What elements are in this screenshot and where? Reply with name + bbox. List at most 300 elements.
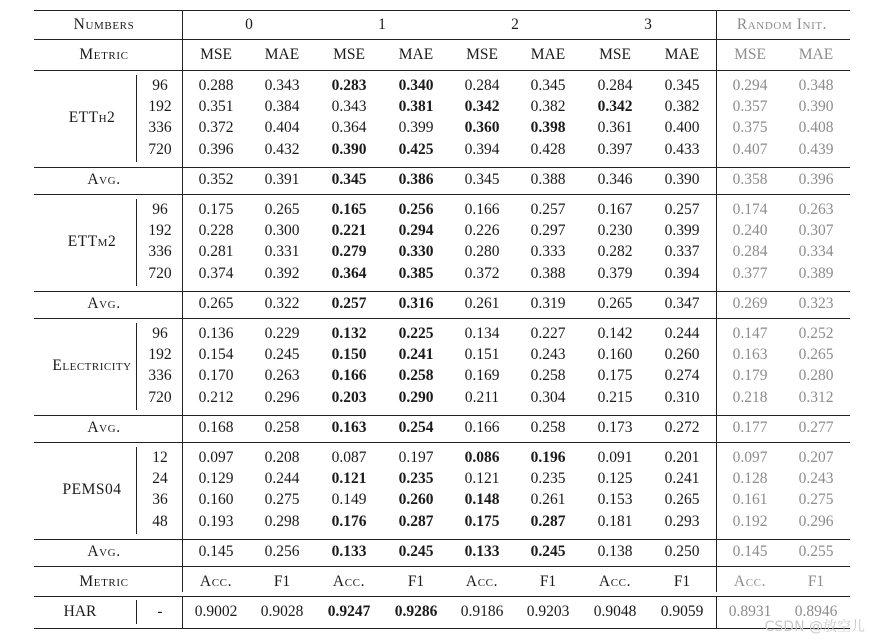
value-cell: 0.294 — [398, 222, 434, 239]
value-cell: 0.121 — [464, 470, 500, 487]
value-cell: 0.240 — [732, 222, 768, 239]
dataset-name: ETTm2 — [67, 233, 117, 250]
value-cell: 0.125 — [597, 470, 633, 487]
column-divider — [182, 167, 183, 194]
value-cell: 0.358 — [732, 171, 768, 188]
value-cell: 0.132 — [331, 325, 367, 342]
column-divider — [716, 291, 717, 318]
value-cell: 0.333 — [530, 243, 566, 260]
metric-mse: MSE — [333, 46, 365, 63]
value-cell: 0.160 — [597, 346, 633, 363]
metric-f1: F1 — [539, 573, 557, 590]
value-cell: 0.168 — [198, 419, 234, 436]
value-cell: 0.372 — [464, 265, 500, 282]
avg-label: Avg. — [87, 171, 121, 188]
value-cell: 0.265 — [198, 295, 234, 312]
value-cell: 0.397 — [597, 141, 633, 158]
value-cell: 0.165 — [331, 201, 367, 218]
value-cell: 0.257 — [331, 295, 367, 312]
column-divider — [716, 566, 717, 592]
metric-header: Metric — [79, 46, 129, 63]
value-cell: 0.256 — [398, 201, 434, 218]
value-cell: 0.245 — [530, 543, 566, 560]
value-cell: 0.166 — [464, 419, 500, 436]
value-cell: 0.8946 — [794, 603, 838, 620]
value-cell: 0.142 — [597, 325, 633, 342]
value-cell: 0.312 — [798, 389, 834, 406]
value-cell: 0.265 — [597, 295, 633, 312]
value-cell: 0.322 — [264, 295, 300, 312]
value-cell: 0.243 — [798, 470, 834, 487]
horizon-cell: 96 — [152, 325, 168, 342]
value-cell: 0.258 — [530, 367, 566, 384]
random-init-header: Random Init. — [736, 16, 828, 33]
value-cell: 0.226 — [464, 222, 500, 239]
value-cell: 0.170 — [198, 367, 234, 384]
value-cell: 0.211 — [464, 389, 500, 406]
horizon-cell: 720 — [148, 265, 172, 282]
value-cell: 0.382 — [530, 98, 566, 115]
dataset-name: Electricity — [52, 357, 132, 374]
value-cell: 0.298 — [264, 513, 300, 530]
value-cell: 0.166 — [464, 201, 500, 218]
horizon-cell: 720 — [148, 141, 172, 158]
value-cell: 0.345 — [530, 77, 566, 94]
value-cell: 0.386 — [398, 171, 434, 188]
value-cell: 0.254 — [398, 419, 434, 436]
value-cell: 0.177 — [732, 419, 768, 436]
value-cell: 0.396 — [198, 141, 234, 158]
value-cell: 0.235 — [398, 470, 434, 487]
value-cell: 0.348 — [798, 77, 834, 94]
value-cell: 0.218 — [732, 389, 768, 406]
value-cell: 0.175 — [198, 201, 234, 218]
value-cell: 0.265 — [798, 346, 834, 363]
value-cell: 0.097 — [198, 449, 234, 466]
group-header-2: 2 — [511, 16, 519, 33]
value-cell: 0.149 — [331, 491, 367, 508]
value-cell: 0.361 — [597, 119, 633, 136]
value-cell: 0.244 — [264, 470, 300, 487]
metric-mse: MSE — [200, 46, 232, 63]
value-cell: 0.151 — [464, 346, 500, 363]
value-cell: 0.235 — [530, 470, 566, 487]
value-cell: 0.9059 — [660, 603, 704, 620]
column-divider — [716, 539, 717, 566]
value-cell: 0.196 — [530, 449, 566, 466]
column-divider — [182, 291, 183, 318]
value-cell: 0.250 — [664, 543, 700, 560]
column-divider — [182, 10, 183, 70]
value-cell: 0.300 — [264, 222, 300, 239]
numbers-header: Numbers — [73, 16, 135, 33]
value-cell: 0.389 — [798, 265, 834, 282]
value-cell: 0.260 — [664, 346, 700, 363]
rule-line — [34, 628, 850, 629]
value-cell: 0.282 — [597, 243, 633, 260]
metric-mae: MAE — [798, 46, 834, 63]
metric-acc: Acc. — [465, 573, 499, 590]
value-cell: 0.288 — [198, 77, 234, 94]
value-cell: 0.176 — [331, 513, 367, 530]
value-cell: 0.377 — [732, 265, 768, 282]
rule-line — [34, 194, 850, 195]
value-cell: 0.128 — [732, 470, 768, 487]
column-divider — [182, 194, 183, 291]
horizon-cell: 96 — [152, 201, 168, 218]
value-cell: 0.9247 — [327, 603, 371, 620]
horizon-cell: 336 — [148, 367, 172, 384]
value-cell: 0.331 — [264, 243, 300, 260]
value-cell: 0.316 — [398, 295, 434, 312]
value-cell: 0.134 — [464, 325, 500, 342]
value-cell: 0.133 — [464, 543, 500, 560]
column-divider — [716, 194, 717, 291]
value-cell: 0.207 — [798, 449, 834, 466]
rule-line — [34, 39, 850, 40]
horizon-cell: 336 — [148, 119, 172, 136]
value-cell: 0.287 — [398, 513, 434, 530]
column-divider — [182, 415, 183, 442]
group-header-0: 0 — [245, 16, 253, 33]
metric-acc: Acc. — [598, 573, 632, 590]
value-cell: 0.9048 — [593, 603, 637, 620]
value-cell: 0.221 — [331, 222, 367, 239]
value-cell: 0.230 — [597, 222, 633, 239]
value-cell: 0.252 — [798, 325, 834, 342]
metric-acc: Acc. — [199, 573, 233, 590]
value-cell: 0.382 — [664, 98, 700, 115]
horizon-cell: 48 — [152, 513, 168, 530]
value-cell: 0.212 — [198, 389, 234, 406]
value-cell: 0.257 — [530, 201, 566, 218]
value-cell: 0.340 — [398, 77, 434, 94]
value-cell: 0.160 — [198, 491, 234, 508]
value-cell: 0.245 — [264, 346, 300, 363]
dataset-name: HAR — [63, 603, 97, 620]
value-cell: 0.8931 — [728, 603, 772, 620]
rule-line — [34, 442, 850, 443]
value-cell: 0.265 — [664, 491, 700, 508]
avg-label: Avg. — [87, 295, 121, 312]
value-cell: 0.310 — [664, 389, 700, 406]
value-cell: 0.163 — [331, 419, 367, 436]
group-header-3: 3 — [644, 16, 652, 33]
avg-label: Avg. — [87, 419, 121, 436]
value-cell: 0.179 — [732, 367, 768, 384]
value-cell: 0.374 — [198, 265, 234, 282]
value-cell: 0.307 — [798, 222, 834, 239]
metric-f1: F1 — [807, 573, 825, 590]
column-divider — [716, 318, 717, 415]
value-cell: 0.181 — [597, 513, 633, 530]
column-divider — [716, 442, 717, 539]
column-divider — [136, 199, 137, 286]
value-cell: 0.097 — [732, 449, 768, 466]
value-cell: 0.091 — [597, 449, 633, 466]
metric-mae: MAE — [664, 46, 700, 63]
value-cell: 0.241 — [398, 346, 434, 363]
value-cell: 0.342 — [464, 98, 500, 115]
value-cell: 0.396 — [798, 171, 834, 188]
value-cell: 0.346 — [597, 171, 633, 188]
rule-line — [34, 566, 850, 567]
value-cell: 0.343 — [264, 77, 300, 94]
value-cell: 0.293 — [664, 513, 700, 530]
value-cell: 0.364 — [331, 265, 367, 282]
value-cell: 0.258 — [530, 419, 566, 436]
value-cell: 0.284 — [464, 77, 500, 94]
value-cell: 0.174 — [732, 201, 768, 218]
value-cell: 0.245 — [398, 543, 434, 560]
value-cell: 0.330 — [398, 243, 434, 260]
value-cell: 0.258 — [264, 419, 300, 436]
dataset-name: ETTh2 — [68, 109, 116, 126]
value-cell: 0.154 — [198, 346, 234, 363]
value-cell: 0.372 — [198, 119, 234, 136]
rule-line — [34, 167, 850, 168]
value-cell: 0.153 — [597, 491, 633, 508]
value-cell: 0.150 — [331, 346, 367, 363]
value-cell: 0.319 — [530, 295, 566, 312]
value-cell: 0.385 — [398, 265, 434, 282]
value-cell: 0.294 — [732, 77, 768, 94]
value-cell: 0.399 — [398, 119, 434, 136]
value-cell: 0.399 — [664, 222, 700, 239]
value-cell: 0.375 — [732, 119, 768, 136]
column-divider — [136, 447, 137, 534]
value-cell: 0.272 — [664, 419, 700, 436]
value-cell: 0.381 — [398, 98, 434, 115]
value-cell: 0.269 — [732, 295, 768, 312]
value-cell: 0.400 — [664, 119, 700, 136]
value-cell: 0.391 — [264, 171, 300, 188]
value-cell: 0.394 — [664, 265, 700, 282]
value-cell: 0.345 — [464, 171, 500, 188]
value-cell: 0.208 — [264, 449, 300, 466]
value-cell: 0.145 — [198, 543, 234, 560]
value-cell: 0.407 — [732, 141, 768, 158]
value-cell: 0.227 — [530, 325, 566, 342]
column-divider — [716, 415, 717, 442]
value-cell: 0.296 — [264, 389, 300, 406]
value-cell: 0.169 — [464, 367, 500, 384]
value-cell: 0.086 — [464, 449, 500, 466]
value-cell: 0.9002 — [194, 603, 238, 620]
column-divider — [182, 442, 183, 539]
value-cell: 0.428 — [530, 141, 566, 158]
value-cell: 0.121 — [331, 470, 367, 487]
value-cell: 0.263 — [798, 201, 834, 218]
value-cell: 0.9028 — [260, 603, 304, 620]
value-cell: 0.398 — [530, 119, 566, 136]
metric-mae: MAE — [530, 46, 566, 63]
value-cell: 0.304 — [530, 389, 566, 406]
rule-line — [34, 70, 850, 71]
column-divider — [716, 10, 717, 70]
value-cell: 0.379 — [597, 265, 633, 282]
horizon-cell: 36 — [152, 491, 168, 508]
horizon-cell: - — [157, 603, 163, 620]
value-cell: 0.241 — [664, 470, 700, 487]
value-cell: 0.388 — [530, 171, 566, 188]
value-cell: 0.280 — [464, 243, 500, 260]
value-cell: 0.203 — [331, 389, 367, 406]
column-divider — [716, 596, 717, 628]
horizon-cell: 192 — [148, 346, 172, 363]
metric-f1: F1 — [673, 573, 691, 590]
value-cell: 0.390 — [798, 98, 834, 115]
rule-line — [34, 291, 850, 292]
value-cell: 0.225 — [398, 325, 434, 342]
metric-mse: MSE — [734, 46, 766, 63]
value-cell: 0.215 — [597, 389, 633, 406]
value-cell: 0.147 — [732, 325, 768, 342]
value-cell: 0.274 — [664, 367, 700, 384]
column-divider — [182, 70, 183, 167]
horizon-cell: 24 — [152, 470, 168, 487]
value-cell: 0.275 — [798, 491, 834, 508]
value-cell: 0.167 — [597, 201, 633, 218]
value-cell: 0.265 — [264, 201, 300, 218]
value-cell: 0.229 — [264, 325, 300, 342]
horizon-cell: 192 — [148, 98, 172, 115]
value-cell: 0.255 — [798, 543, 834, 560]
value-cell: 0.261 — [464, 295, 500, 312]
value-cell: 0.277 — [798, 419, 834, 436]
value-cell: 0.347 — [664, 295, 700, 312]
horizon-cell: 96 — [152, 77, 168, 94]
value-cell: 0.244 — [664, 325, 700, 342]
value-cell: 0.228 — [198, 222, 234, 239]
value-cell: 0.345 — [664, 77, 700, 94]
value-cell: 0.087 — [331, 449, 367, 466]
value-cell: 0.263 — [264, 367, 300, 384]
value-cell: 0.192 — [732, 513, 768, 530]
value-cell: 0.175 — [464, 513, 500, 530]
value-cell: 0.357 — [732, 98, 768, 115]
dataset-name: PEMS04 — [62, 481, 122, 498]
value-cell: 0.343 — [331, 98, 367, 115]
column-divider — [182, 318, 183, 415]
column-divider — [716, 70, 717, 167]
value-cell: 0.281 — [198, 243, 234, 260]
value-cell: 0.433 — [664, 141, 700, 158]
value-cell: 0.323 — [798, 295, 834, 312]
value-cell: 0.284 — [597, 77, 633, 94]
value-cell: 0.360 — [464, 119, 500, 136]
value-cell: 0.129 — [198, 470, 234, 487]
value-cell: 0.256 — [264, 543, 300, 560]
value-cell: 0.166 — [331, 367, 367, 384]
metric-mae: MAE — [398, 46, 434, 63]
value-cell: 0.351 — [198, 98, 234, 115]
value-cell: 0.432 — [264, 141, 300, 158]
value-cell: 0.290 — [398, 389, 434, 406]
value-cell: 0.138 — [597, 543, 633, 560]
rule-line — [34, 10, 850, 11]
value-cell: 0.193 — [198, 513, 234, 530]
value-cell: 0.261 — [530, 491, 566, 508]
value-cell: 0.9203 — [526, 603, 570, 620]
rule-line — [34, 415, 850, 416]
value-cell: 0.275 — [264, 491, 300, 508]
value-cell: 0.173 — [597, 419, 633, 436]
value-cell: 0.163 — [732, 346, 768, 363]
column-divider — [136, 600, 137, 624]
value-cell: 0.260 — [398, 491, 434, 508]
column-divider — [182, 566, 183, 592]
value-cell: 0.337 — [664, 243, 700, 260]
column-divider — [136, 323, 137, 410]
value-cell: 0.136 — [198, 325, 234, 342]
value-cell: 0.9286 — [394, 603, 438, 620]
value-cell: 0.257 — [664, 201, 700, 218]
value-cell: 0.390 — [331, 141, 367, 158]
value-cell: 0.394 — [464, 141, 500, 158]
watermark: CSDN @放空儿 — [764, 619, 865, 635]
value-cell: 0.148 — [464, 491, 500, 508]
value-cell: 0.9186 — [460, 603, 504, 620]
horizon-cell: 336 — [148, 243, 172, 260]
value-cell: 0.279 — [331, 243, 367, 260]
value-cell: 0.384 — [264, 98, 300, 115]
value-cell: 0.352 — [198, 171, 234, 188]
column-divider — [182, 539, 183, 566]
value-cell: 0.243 — [530, 346, 566, 363]
value-cell: 0.145 — [732, 543, 768, 560]
value-cell: 0.404 — [264, 119, 300, 136]
value-cell: 0.287 — [530, 513, 566, 530]
horizon-cell: 720 — [148, 389, 172, 406]
metric-header: Metric — [79, 573, 129, 590]
metric-f1: F1 — [273, 573, 291, 590]
value-cell: 0.296 — [798, 513, 834, 530]
value-cell: 0.439 — [798, 141, 834, 158]
value-cell: 0.425 — [398, 141, 434, 158]
rule-line — [34, 318, 850, 319]
value-cell: 0.283 — [331, 77, 367, 94]
value-cell: 0.161 — [732, 491, 768, 508]
horizon-cell: 12 — [152, 449, 168, 466]
metric-acc: Acc. — [733, 573, 767, 590]
value-cell: 0.258 — [398, 367, 434, 384]
value-cell: 0.175 — [597, 367, 633, 384]
value-cell: 0.334 — [798, 243, 834, 260]
value-cell: 0.342 — [597, 98, 633, 115]
metric-acc: Acc. — [332, 573, 366, 590]
column-divider — [182, 596, 183, 628]
value-cell: 0.197 — [398, 449, 434, 466]
rule-line — [34, 596, 850, 597]
metric-mae: MAE — [264, 46, 300, 63]
group-header-1: 1 — [378, 16, 386, 33]
value-cell: 0.201 — [664, 449, 700, 466]
value-cell: 0.408 — [798, 119, 834, 136]
horizon-cell: 192 — [148, 222, 172, 239]
value-cell: 0.297 — [530, 222, 566, 239]
value-cell: 0.364 — [331, 119, 367, 136]
metric-mse: MSE — [599, 46, 631, 63]
rule-line — [34, 539, 850, 540]
value-cell: 0.133 — [331, 543, 367, 560]
value-cell: 0.392 — [264, 265, 300, 282]
metric-mse: MSE — [466, 46, 498, 63]
value-cell: 0.388 — [530, 265, 566, 282]
column-divider — [136, 75, 137, 162]
value-cell: 0.390 — [664, 171, 700, 188]
value-cell: 0.280 — [798, 367, 834, 384]
